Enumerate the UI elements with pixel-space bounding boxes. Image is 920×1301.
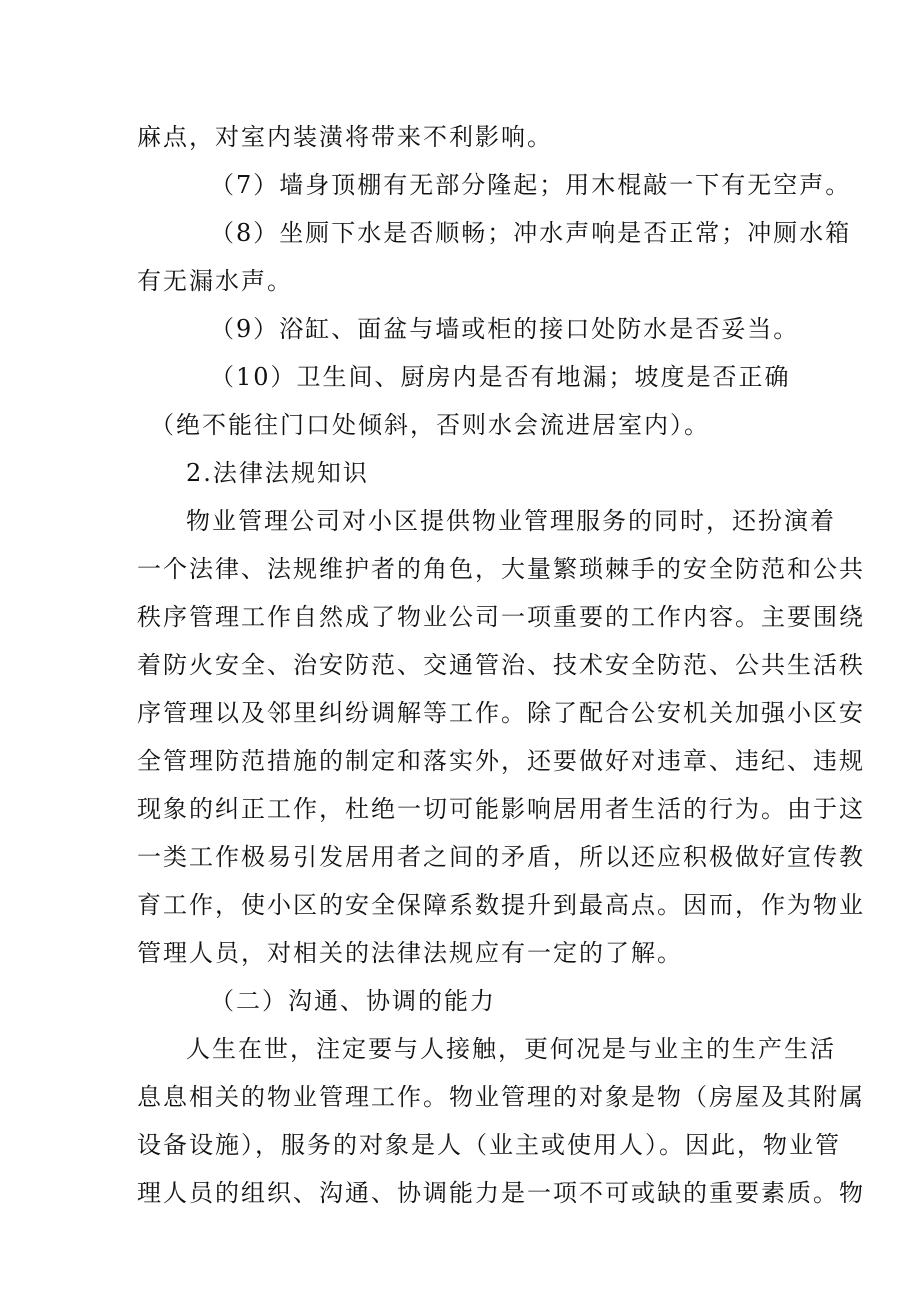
- paragraph-line: 序管理以及邻里纠纷调解等工作。除了配合公安机关加强小区安: [137, 699, 865, 727]
- paragraph-line: （9）浴缸、面盆与墙或柜的接口处防水是否妥当。: [210, 315, 800, 343]
- paragraph-line: 育工作，使小区的安全保障系数提升到最高点。因而，作为物业: [137, 891, 865, 919]
- paragraph-line: （8）坐厕下水是否顺畅；冲水声响是否正常；冲厕水箱: [210, 219, 852, 247]
- section-heading: （二）沟通、协调的能力: [210, 987, 496, 1015]
- paragraph-line: 管理人员，对相关的法律法规应有一定的了解。: [137, 939, 683, 967]
- paragraph-line: 人生在世，注定要与人接触，更何况是与业主的生产生活: [186, 1035, 836, 1063]
- paragraph-line: 理人员的组织、沟通、协调能力是一项不可或缺的重要素质。物: [137, 1179, 865, 1207]
- paragraph-line: 秩序管理工作自然成了物业公司一项重要的工作内容。主要围绕: [137, 603, 865, 631]
- paragraph-line: 全管理防范措施的制定和落实外，还要做好对违章、违纪、违规: [137, 747, 865, 775]
- paragraph-line: 着防火安全、治安防范、交通管治、技术安全防范、公共生活秩: [137, 651, 865, 679]
- paragraph-line: （绝不能往门口处倾斜，否则水会流进居室内）。: [150, 411, 710, 439]
- paragraph-line: 现象的纠正工作，杜绝一切可能影响居用者生活的行为。由于这: [137, 795, 865, 823]
- paragraph-line: （10）卫生间、厨房内是否有地漏；坡度是否正确: [210, 363, 791, 391]
- paragraph-line: 一类工作极易引发居用者之间的矛盾，所以还应积极做好宣传教: [137, 843, 865, 871]
- section-heading: 2.法律法规知识: [186, 459, 369, 487]
- paragraph-line: 设备设施），服务的对象是人（业主或使用人）。因此，物业管: [137, 1131, 841, 1159]
- paragraph-line: 息息相关的物业管理工作。物业管理的对象是物（房屋及其附属: [137, 1083, 865, 1111]
- paragraph-line: 有无漏水声。: [137, 267, 293, 295]
- paragraph-line: 麻点，对室内装潢将带来不利影响。: [137, 123, 553, 151]
- paragraph-line: 一个法律、法规维护者的角色，大量繁琐棘手的安全防范和公共: [137, 555, 865, 583]
- paragraph-line: （7）墙身顶棚有无部分隆起；用木棍敲一下有无空声。: [210, 171, 852, 199]
- paragraph-line: 物业管理公司对小区提供物业管理服务的同时，还扮演着: [186, 507, 836, 535]
